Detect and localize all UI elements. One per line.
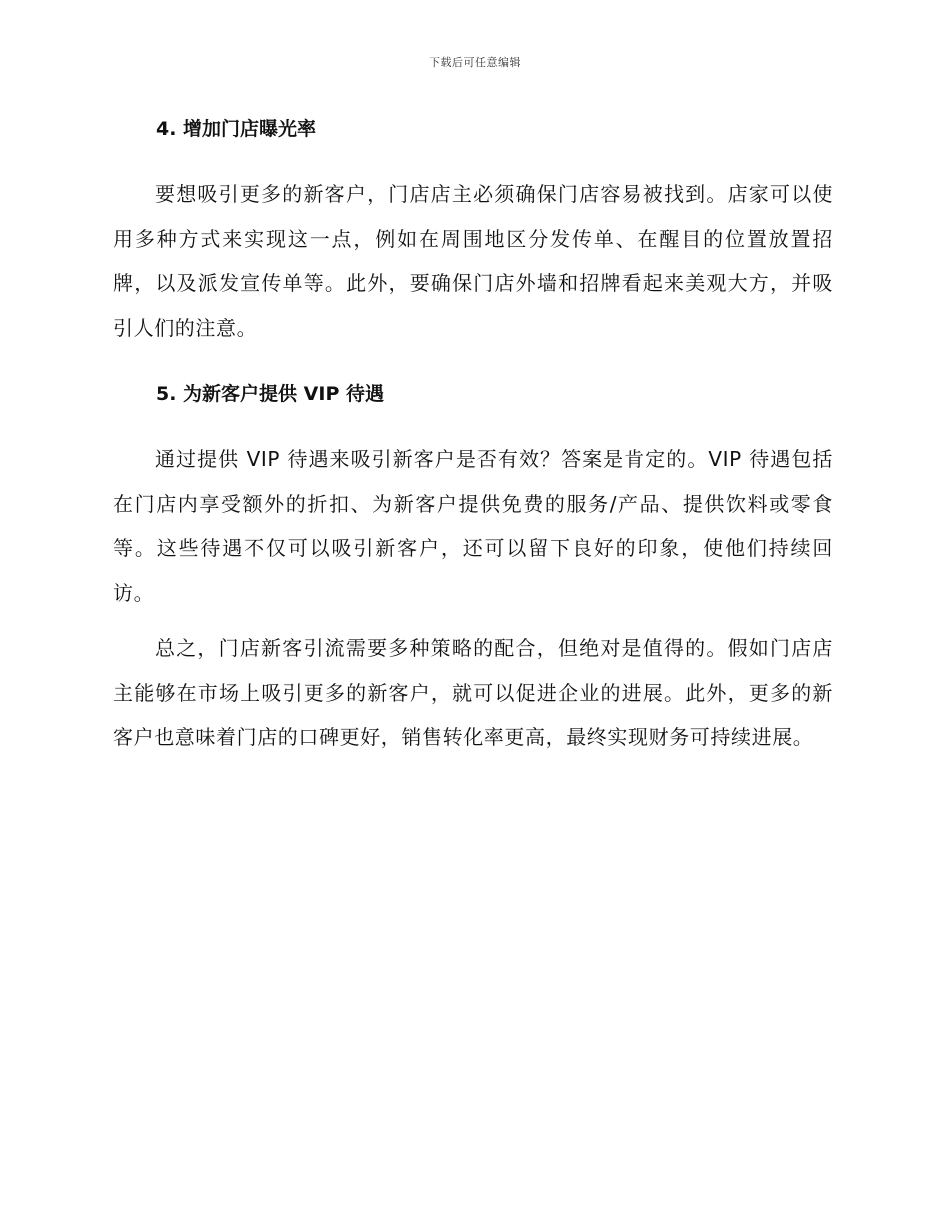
page-header: 下载后可任意编辑 xyxy=(429,56,521,69)
section-heading-4: 4. 增加门店曝光率 xyxy=(156,118,317,140)
conclusion-paragraph: 总之，门店新客引流需要多种策略的配合，但绝对是值得的。假如门店店主能够在市场上吸引更多的新客户，就可以促进企业的进展。此外，更多的新客户也意味着门店的口碑更好，销售转化率更高，最终实现财务可持续进展。 xyxy=(113,636,833,749)
document-body xyxy=(113,114,833,760)
section-paragraph-4: 要想吸引更多的新客户，门店店主必须确保门店容易被找到。店家可以使用多种方式来实现这一点，例如在周围地区分发传单、在醒目的位置放置招牌，以及派发宣传单等。此外，要确保门店外墙和招牌看起来美观大方，并吸引人们的注意。 xyxy=(113,182,833,340)
section-paragraph-5: 通过提供 VIP 待遇来吸引新客户是否有效？答案是肯定的。VIP 待遇包括在门店内享受额外的折扣、为新客户提供免费的服务/产品、提供饮料或零食等。这些待遇不仅可以吸引新客户，还可以留下良好的印象，使他们持续回访。 xyxy=(113,447,833,605)
section-heading-5: 5. 为新客户提供 VIP 待遇 xyxy=(156,383,384,405)
